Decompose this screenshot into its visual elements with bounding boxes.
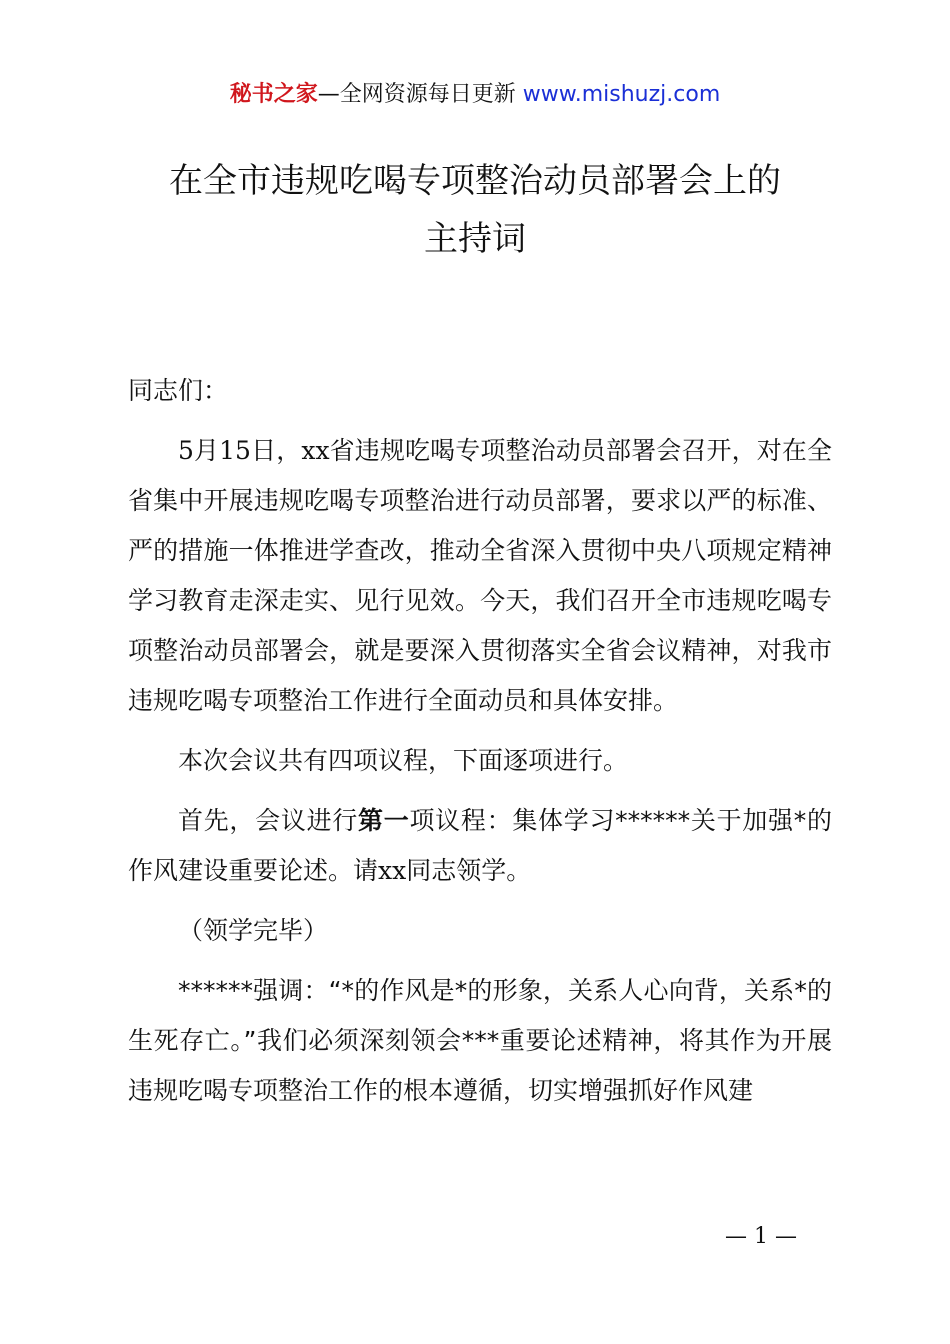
p3-closing: 同志领学。 xyxy=(406,856,532,885)
p1-day-number: 15 xyxy=(219,436,251,465)
site-url-link[interactable]: www.mishuzj.com xyxy=(522,82,721,107)
p3-agenda-number: 第一 xyxy=(358,806,410,835)
document-body xyxy=(128,366,832,1126)
p3-agenda-text: 项议程：集体学习******关于加强*的作风建设重要论述。请 xyxy=(128,806,832,885)
salutation: 同志们： xyxy=(128,376,229,405)
paragraph-3 xyxy=(128,796,832,896)
paragraph-1 xyxy=(128,426,832,726)
p1-day-char: 日， xyxy=(250,436,302,465)
header-tagline: —全网资源每日更新 xyxy=(317,82,523,107)
paragraph-5: ******强调：“*的作风是*的形象，关系人心向背，关系*的生死存亡。”我们必须深刻领会***重要论述精神，将其作为开展违规吃喝专项整治工作的根本遵循，切实增强抓好作风建 xyxy=(128,976,832,1105)
title-line-2: 主持词 xyxy=(424,219,526,259)
p3-name-placeholder: xx xyxy=(378,856,407,885)
paragraph-2: 本次会议共有四项议程，下面逐项进行。 xyxy=(178,746,629,775)
p1-month-char: 月 xyxy=(193,436,220,465)
p1-province-placeholder: xx xyxy=(301,436,330,465)
p3-intro: 首先，会议进行 xyxy=(178,806,359,835)
p1-month-number: 5 xyxy=(178,436,194,465)
site-header-banner xyxy=(0,80,950,110)
brand-name: 秘书之家 xyxy=(229,82,318,107)
document-title xyxy=(0,152,950,268)
paragraph-4: （领学完毕） xyxy=(178,916,329,945)
title-line-1: 在全市违规吃喝专项整治动员部署会上的 xyxy=(169,161,781,201)
p1-text: 省违规吃喝专项整治动员部署会召开，对在全省集中开展违规吃喝专项整治进行动员部署，要求以严的标准、严的措施一体推进学查改，推动全省深入贯彻中央八项规定精神学习教育走深走实、见行见效。今天，我们召开全市违规吃喝专项整治动员部署会，就是要深入贯彻落实全省会议精神，对我市违规吃喝专项整治工作进行全面动员和具体安排。 xyxy=(128,436,832,715)
page-number: — 1 — xyxy=(725,1224,797,1249)
